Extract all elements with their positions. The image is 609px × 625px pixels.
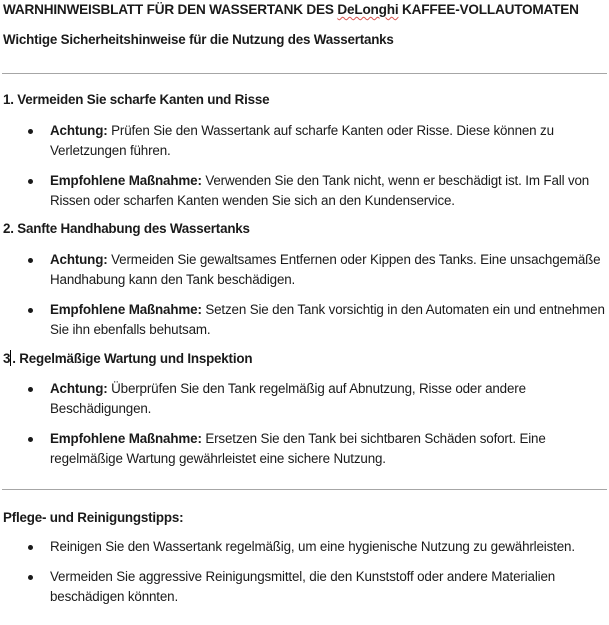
list-item xyxy=(3,121,607,161)
item-text: Vermeiden Sie gewaltsames Entfernen oder Kippen des Tanks. Eine unsachgemäße Handhabung kann den Tank beschädigen. xyxy=(50,252,601,287)
item-label: Empfohlene Maßnahme: xyxy=(50,173,202,188)
document-subtitle: Wichtige Sicherheitshinweise für die Nutzung des Wassertanks xyxy=(3,32,394,47)
list-item xyxy=(3,250,607,290)
list-item xyxy=(3,567,607,607)
section-heading-1: 1. Vermeiden Sie scharfe Kanten und Risse xyxy=(3,92,270,107)
bullet-icon xyxy=(28,387,33,392)
item-text: Ersetzen Sie den Tank bei sichtbaren Schäden sofort. Eine regelmäßige Wartung gewährleistet eine sichere Nutzung. xyxy=(50,431,546,466)
item-label: Achtung: xyxy=(50,252,108,267)
heading-text: . Regelmäßige Wartung und Inspektion xyxy=(12,351,253,366)
item-text: Überprüfen Sie den Tank regelmäßig auf Abnutzung, Risse oder andere Beschädigungen. xyxy=(50,381,526,416)
list-item xyxy=(3,171,607,211)
item-text: Vermeiden Sie aggressive Reinigungsmittel, die den Kunststoff oder andere Materialien beschädigen könnten. xyxy=(50,569,556,604)
horizontal-rule xyxy=(2,489,607,490)
bullet-icon xyxy=(28,179,33,184)
spellcheck-flagged-word[interactable]: DeLonghi xyxy=(337,2,399,17)
bullet-icon xyxy=(28,437,33,442)
list-item xyxy=(3,429,607,469)
section-heading-3 xyxy=(3,350,252,366)
bullet-icon xyxy=(28,258,33,263)
title-suffix: KAFFEE-VOLLAUTOMATEN xyxy=(398,2,579,17)
section-3-list xyxy=(3,379,607,469)
item-label: Achtung: xyxy=(50,123,108,138)
bullet-icon xyxy=(28,575,33,580)
bullet-icon xyxy=(28,545,33,550)
list-item xyxy=(3,379,607,419)
section-2-list xyxy=(3,250,607,340)
section-heading-2: 2. Sanfte Handhabung des Wassertanks xyxy=(3,221,250,236)
care-tips-list xyxy=(3,537,607,607)
item-text: Verwenden Sie den Tank nicht, wenn er beschädigt ist. Im Fall von Rissen oder scharfen Kanten wenden Sie sich an den Kundenservice. xyxy=(50,173,590,208)
document-title xyxy=(3,2,579,17)
item-text: Reinigen Sie den Wassertank regelmäßig, um eine hygienische Nutzung zu gewährleisten. xyxy=(50,539,575,554)
item-label: Empfohlene Maßnahme: xyxy=(50,302,202,317)
item-label: Empfohlene Maßnahme: xyxy=(50,431,202,446)
heading-number: 3 xyxy=(3,351,11,366)
section-1-list xyxy=(3,121,607,211)
list-item xyxy=(3,537,607,557)
item-text: Prüfen Sie den Wassertank auf scharfe Kanten oder Risse. Diese können zu Verletzungen führen. xyxy=(50,123,554,158)
title-prefix: WARNHINWEISBLATT FÜR DEN WASSERTANK DES xyxy=(3,2,338,17)
item-text: Setzen Sie den Tank vorsichtig in den Automaten ein und entnehmen Sie ihn ebenfalls behutsam. xyxy=(50,302,605,337)
item-label: Achtung: xyxy=(50,381,108,396)
bullet-icon xyxy=(28,308,33,313)
horizontal-rule xyxy=(2,73,607,74)
care-tips-heading: Pflege- und Reinigungstipps: xyxy=(3,510,184,525)
list-item xyxy=(3,300,607,340)
bullet-icon xyxy=(28,129,33,134)
